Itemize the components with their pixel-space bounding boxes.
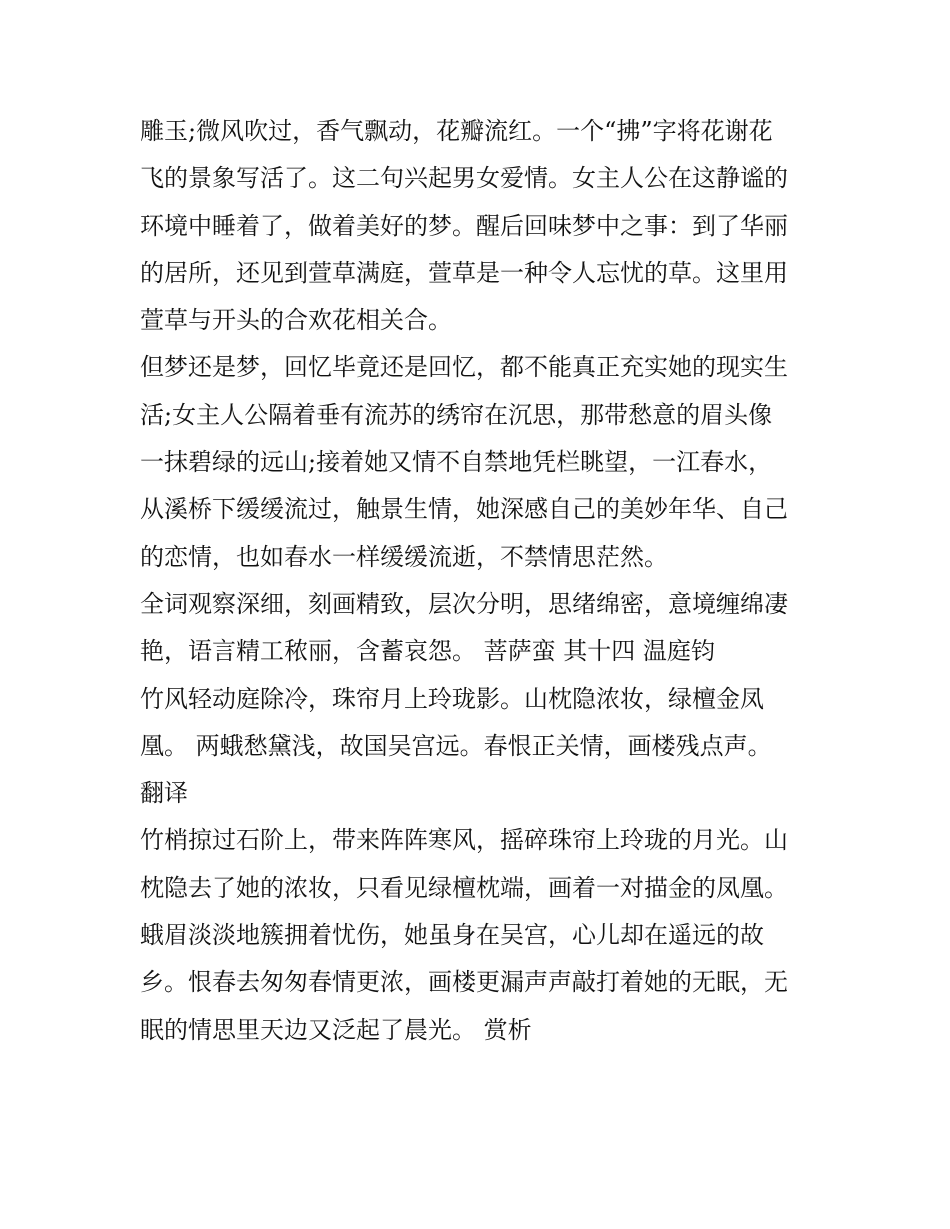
text-line: 凰。 两蛾愁黛浅，故国吴宫远。春恨正关情，画楼残点声。 — [140, 731, 772, 760]
text-line: 全词观察深细，刻画精致，层次分明，思绪绵密，意境缠绵凄 — [140, 589, 788, 618]
text-line: 眠的情思里天边又泛起了晨光。 赏析 — [140, 1015, 532, 1044]
text-line: 的恋情，也如春水一样缓缓流逝，不禁情思茫然。 — [140, 542, 668, 571]
text-line: 飞的景象写活了。这二句兴起男女爱情。女主人公在这静谧的 — [140, 164, 788, 193]
text-line: 环境中睡着了，做着美好的梦。醒后回味梦中之事：到了华丽 — [140, 211, 788, 240]
text-line: 从溪桥下缓缓流过，触景生情，她深感自己的美妙年华、自己 — [140, 495, 788, 524]
body-text — [140, 108, 820, 1054]
text-line: 一抹碧绿的远山;接着她又情不自禁地凭栏眺望，一江春水， — [140, 448, 773, 477]
text-line: 艳，语言精工秾丽，含蓄哀怨。 菩萨蛮 其十四 温庭钧 — [140, 637, 715, 666]
text-line: 萱草与开头的合欢花相关合。 — [140, 306, 452, 335]
text-line: 乡。恨春去匆匆春情更浓，画楼更漏声声敲打着她的无眠，无 — [140, 968, 788, 997]
text-line: 的居所，还见到萱草满庭，萱草是一种令人忘忧的草。这里用 — [140, 258, 788, 287]
text-line: 竹梢掠过石阶上，带来阵阵寒风，摇碎珠帘上玲珑的月光。山 — [140, 826, 788, 855]
text-line: 蛾眉淡淡地簇拥着忧伤，她虽身在吴宫，心儿却在遥远的故 — [140, 921, 764, 950]
text-line: 活;女主人公隔着垂有流苏的绣帘在沉思，那带愁意的眉头像 — [140, 400, 773, 429]
text-line: 但梦还是梦，回忆毕竟还是回忆，都不能真正充实她的现实生 — [140, 353, 788, 382]
text-line: 雕玉;微风吹过，香气飘动，花瓣流红。一个“拂”字将花谢花 — [140, 117, 773, 145]
text-line: 枕隐去了她的浓妆，只看见绿檀枕端，画着一对描金的凤凰。 — [140, 873, 788, 902]
section-heading-translation: 翻译 — [140, 779, 188, 808]
text-line: 竹风轻动庭除冷，珠帘月上玲珑影。山枕隐浓妆，绿檀金凤 — [140, 684, 764, 713]
